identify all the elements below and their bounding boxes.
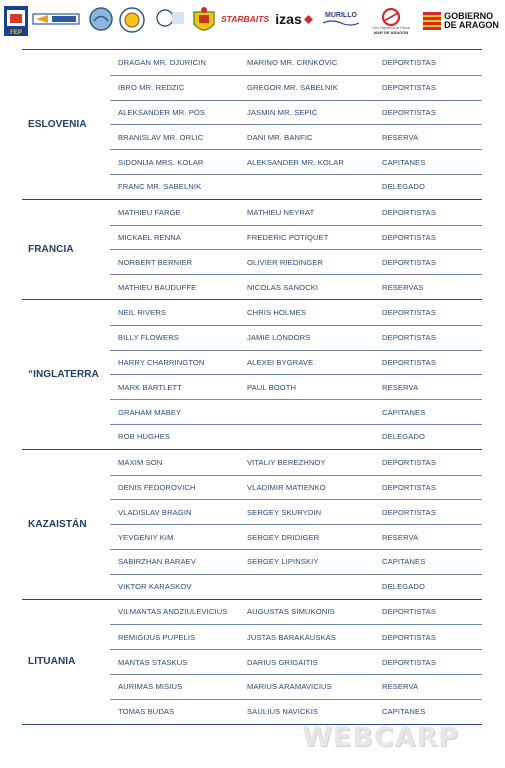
member-name: ALEKSANDER MR. POS	[118, 107, 206, 117]
club-logo-line1: Club Deportivo de Pesca	[372, 25, 410, 30]
club-circle-icon	[380, 8, 402, 26]
table-row	[110, 600, 482, 625]
member-role: DEPORTISTAS	[382, 607, 436, 617]
gobierno-logo-line1: GOBIERNO	[444, 11, 494, 21]
round-emblem-logo	[88, 6, 114, 32]
member-name: VITALIY BEREZHNOY	[247, 457, 326, 467]
member-role: DEPORTISTAS	[382, 357, 436, 367]
member-name: GREGOR MR. SABELNIK	[247, 83, 338, 93]
member-role: DEPORTISTAS	[382, 507, 436, 517]
member-name: MANTAS STASKUS	[118, 657, 188, 667]
table-row	[110, 475, 482, 500]
table-row	[110, 699, 482, 724]
member-name: DENIS FEDOROVICH	[118, 482, 196, 492]
table-row	[110, 249, 482, 274]
table-row	[110, 225, 482, 250]
member-role: DEPORTISTAS	[382, 457, 436, 467]
member-role: DEPORTISTAS	[382, 207, 436, 217]
member-name: SERGEY SKURYDIN	[247, 507, 322, 517]
aragon-flag-icon	[423, 12, 441, 30]
country-name: LITUANIA	[28, 656, 76, 668]
member-role: DEPORTISTAS	[382, 333, 436, 343]
member-name: MATHIEU FARGE	[118, 207, 181, 217]
gobierno-logo-line2: DE ARAGON	[444, 20, 499, 30]
table-row	[110, 50, 482, 75]
member-role: DEPORTISTAS	[382, 657, 436, 667]
member-role: DEPORTISTAS	[382, 632, 436, 642]
member-name: PAUL BOOTH	[247, 382, 297, 392]
member-role: DELEGADO	[382, 582, 425, 592]
member-name: AUGUSTAS SIMUKONIS	[247, 607, 335, 617]
member-name: AURIMAS MISIUS	[118, 682, 183, 692]
member-role: DEPORTISTAS	[382, 307, 436, 317]
country-name: KAZAISTÁN	[28, 518, 87, 530]
federation-logo	[32, 6, 80, 32]
member-name: NORBERT BERNIER	[118, 257, 193, 267]
starbaits-logo	[222, 6, 268, 32]
member-name: SERGEY LIPINSKIY	[247, 557, 319, 567]
table-row	[110, 75, 482, 100]
izas-diamond-icon	[304, 15, 313, 24]
member-name: MAXIM SON	[118, 457, 163, 467]
member-role: RESERVAS	[382, 282, 424, 292]
member-role: CAPITANES	[382, 557, 426, 567]
member-name: FREDERIC POTIQUET	[247, 232, 329, 242]
crest-logo	[152, 6, 186, 32]
member-name: DANI MR. BANFIC	[247, 132, 313, 142]
member-name: MATHIEU NEYRAT	[247, 207, 315, 217]
member-role: RESERVA	[382, 532, 419, 542]
member-role: DELEGADO	[382, 432, 425, 442]
member-role: CAPITANES	[382, 707, 426, 717]
member-name: NEIL RIVERS	[118, 307, 167, 317]
sponsor-logo-strip	[0, 0, 505, 42]
member-name: ALEXEI BYGRAVE	[247, 357, 314, 367]
member-name: GRAHAM MABEY	[118, 407, 182, 417]
team-group-francia	[22, 199, 482, 299]
member-name: CHRIS HOLMES	[247, 307, 307, 317]
member-name: DARIUS GRIGAITIS	[247, 657, 318, 667]
table-row	[110, 325, 482, 350]
table-row	[110, 124, 482, 149]
table-row	[110, 149, 482, 174]
country-name: ESLOVENIA	[28, 118, 87, 130]
table-row	[110, 374, 482, 399]
member-name: DRAGAN MR. DJURICIN	[118, 57, 206, 67]
member-role: DEPORTISTAS	[382, 107, 436, 117]
member-name: VILMANTAS ANDZIULEVICIUS	[118, 607, 228, 617]
member-name: MICKAEL RENNA	[118, 232, 182, 242]
member-name: VIKTOR KARASKOV	[118, 582, 192, 592]
member-name: ROB HUGHES	[118, 432, 171, 442]
table-row	[110, 200, 482, 225]
member-name: YEVGENIY KIM	[118, 532, 174, 542]
table-row	[110, 174, 482, 199]
member-name: HARRY CHARRINGTON	[118, 357, 205, 367]
member-role: CAPITANES	[382, 407, 426, 417]
table-row	[110, 674, 482, 699]
team-group-inglaterra	[22, 299, 482, 449]
member-name: MARIUS ARAMAVICIUS	[247, 682, 332, 692]
member-name: MARK BARTLETT	[118, 382, 183, 392]
member-role: CAPITANES	[382, 157, 426, 167]
member-role: RESERVA	[382, 382, 419, 392]
member-name: IBRO MR. REDZIC	[118, 83, 185, 93]
country-name: “INGLATERRA	[28, 368, 99, 380]
fep-logo	[4, 6, 28, 36]
table-row	[110, 499, 482, 524]
table-row	[110, 350, 482, 375]
member-name: JAMIE LONDORS	[247, 333, 311, 343]
table-row	[110, 649, 482, 674]
member-name: SAULIUS NAVICKIS	[247, 707, 319, 717]
member-name: SABIRZHAN BARAEV	[118, 557, 196, 567]
member-name: BRANISLAV MR. ORLIC	[118, 132, 204, 142]
table-row	[110, 274, 482, 299]
table-row	[110, 100, 482, 125]
table-row	[110, 574, 482, 599]
member-name: FRANC MR. SABELNIK	[118, 182, 202, 192]
member-role: DEPORTISTAS	[382, 57, 436, 67]
fep-logo-text: FEP	[10, 30, 22, 36]
member-role: DEPORTISTAS	[382, 232, 436, 242]
member-role: DEPORTISTAS	[382, 83, 436, 93]
member-name: OLIVIER RIEDINGER	[247, 257, 323, 267]
izas-logo	[272, 6, 316, 32]
table-row	[110, 549, 482, 574]
club-logo-line2: MAR DE ARAGÓN	[373, 29, 409, 35]
webcarp-watermark: WEBCARP	[302, 722, 460, 753]
table-row	[110, 524, 482, 549]
team-group-lituania	[22, 599, 482, 725]
table-row	[110, 399, 482, 424]
country-name: FRANCIA	[28, 243, 74, 255]
table-row	[110, 450, 482, 475]
member-name: JUSTAS BARAKAUSKAS	[247, 632, 337, 642]
table-row	[110, 624, 482, 649]
starbaits-logo-text: STARBAITS	[221, 14, 270, 24]
member-role: DELEGADO	[382, 182, 425, 192]
table-row	[110, 424, 482, 449]
member-name: NICOLAS SANOCKI	[247, 282, 319, 292]
murillo-logo-text: MURILLO	[325, 11, 357, 19]
table-row	[110, 300, 482, 325]
coat-of-arms-logo	[192, 6, 216, 36]
member-name: MATHIEU BAUDUFFE	[118, 282, 197, 292]
member-name: ALEKSANDER MR. KOLAR	[247, 157, 344, 167]
member-name: VLADISLAV BRAGIN	[118, 507, 192, 517]
gobierno-de-aragon-logo	[420, 6, 502, 36]
member-name: TOMAS BUDAS	[118, 707, 175, 717]
member-name: SIDONIJA MRS. KOLAR	[118, 157, 204, 167]
shield-emblem-logo	[118, 6, 146, 34]
member-name: REMIGIJUS PUPELIS	[118, 632, 196, 642]
member-role: DEPORTISTAS	[382, 482, 436, 492]
member-role: DEPORTISTAS	[382, 257, 436, 267]
member-name: BILLY FLOWERS	[118, 333, 179, 343]
izas-logo-text: izas	[275, 11, 302, 27]
team-group-eslovenia	[22, 49, 482, 199]
club-mar-de-aragon-logo	[366, 4, 416, 38]
teams-table	[22, 49, 482, 725]
murillo-logo	[320, 6, 362, 32]
member-name: JASMIN MR. SEPIC	[247, 107, 318, 117]
member-name: MARINO MR. CRNKOVIC	[247, 57, 338, 67]
team-group-kazaistan	[22, 449, 482, 599]
member-name: VLADIMIR MATIENKO	[247, 482, 326, 492]
member-role: RESERVA	[382, 682, 419, 692]
member-role: RESERVA	[382, 132, 419, 142]
member-name: SERGEY DRIDIGER	[247, 532, 320, 542]
